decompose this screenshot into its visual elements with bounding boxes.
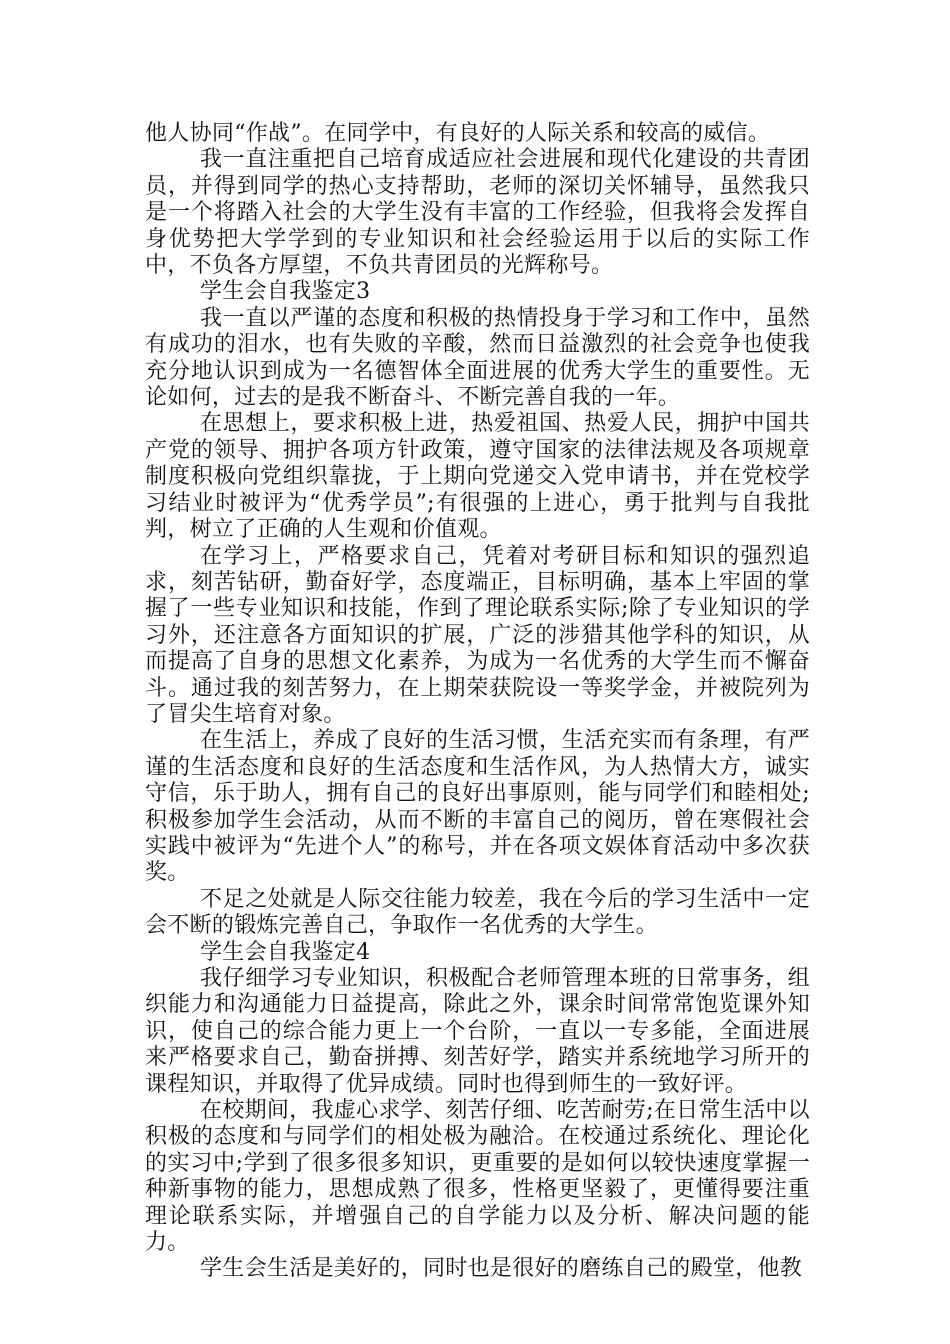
paragraph: 不足之处就是人际交往能力较差，我在今后的学习生活中一定会不断的锻炼完善自己，争取作一名优秀的大学生。 bbox=[145, 886, 810, 939]
paragraph: 我一直注重把自己培育成适应社会进展和现代化建设的共青团员，并得到同学的热心支持帮助，老师的深切关怀辅导，虽然我只是一个将踏入社会的大学生没有丰富的工作经验，但我将会发挥自身优势把大学学到的专业知识和社会经验运用于以后的实际工作中，不负各方厚望，不负共青团员的光辉称号。 bbox=[145, 147, 810, 279]
paragraph: 在校期间，我虚心求学、刻苦仔细、吃苦耐劳;在日常生活中以积极的态度和与同学们的相处极为融洽。在校通过系统化、理论化的实习中;学到了很多很多知识，更重要的是如何以较快速度掌握一种新事物的能力，思想成熟了很多，性格更坚毅了，更懂得要注重理论联系实际，并增强自己的自学能力以及分析、解决问题的能力。 bbox=[145, 1098, 810, 1256]
document-body bbox=[145, 121, 810, 1283]
paragraph: 学生会生活是美好的，同时也是很好的磨练自己的殿堂，他教 bbox=[200, 1256, 803, 1282]
paragraph: 我仔细学习专业知识，积极配合老师管理本班的日常事务，组织能力和沟通能力日益提高，除此之外，课余时间常常饱览课外知识，使自己的综合能力更上一个台阶，一直以一专多能，全面进展来严格要求自己，勤奋拼搏、刻苦好学，踏实并系统地学习所开的课程知识，并取得了优异成绩。同时也得到师生的一致好评。 bbox=[145, 966, 810, 1097]
section-heading: 学生会自我鉴定4 bbox=[200, 939, 371, 965]
paragraph: 在学习上，严格要求自己，凭着对考研目标和知识的强烈追求，刻苦钻研，勤奋好学，态度端正，目标明确，基本上牢固的掌握了一些专业知识和技能，作到了理论联系实际;除了专业知识的学习外，还注意各方面知识的扩展，广泛的涉猎其他学科的知识，从而提高了自身的思想文化素养，为成为一名优秀的大学生而不懈奋斗。通过我的刻苦努力，在上期荣获院设一等奖学金，并被院列为了冒尖生培育对象。 bbox=[145, 543, 810, 727]
paragraph: 我一直以严谨的态度和积极的热情投身于学习和工作中，虽然有成功的泪水，也有失败的辛酸，然而日益激烈的社会竞争也使我充分地认识到成为一名德智体全面进展的优秀大学生的重要性。无论如何，过去的是我不断奋斗、不断完善自我的一年。 bbox=[145, 305, 810, 411]
paragraph: 在思想上，要求积极上进，热爱祖国、热爱人民，拥护中国共产党的领导、拥护各项方针政策，遵守国家的法律法规及各项规章制度积极向党组织靠拢，于上期向党递交入党申请书，并在党校学习结业时被评为“优秀学员”;有很强的上进心，勇于批判与自我批判，树立了正确的人生观和价值观。 bbox=[145, 411, 810, 543]
paragraph: 在生活上，养成了良好的生活习惯，生活充实而有条理，有严谨的生活态度和良好的生活态度和生活作风，为人热情大方，诚实守信，乐于助人，拥有自己的良好出事原则，能与同学们和睦相处;积极参加学生会活动，从而不断的丰富自己的阅历，曾在寒假社会实践中被评为“先进个人”的称号，并在各项文娱体育活动中多次获奖。 bbox=[145, 728, 810, 886]
paragraph-continuation: 他人协同“作战”。在同学中，有良好的人际关系和较高的威信。 bbox=[145, 121, 771, 146]
section-heading: 学生会自我鉴定3 bbox=[200, 279, 371, 305]
